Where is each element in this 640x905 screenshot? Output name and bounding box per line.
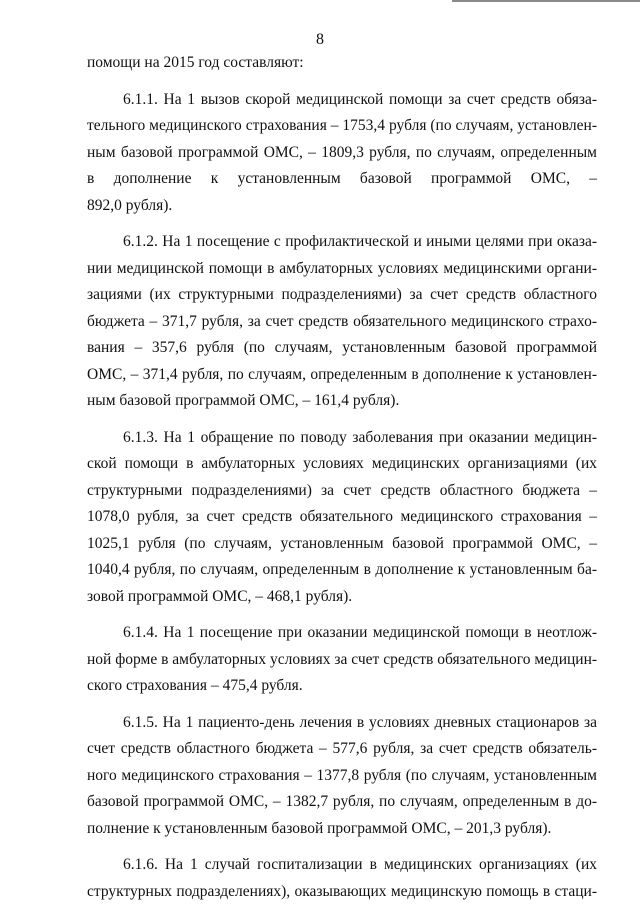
text-line: 1078,0 рубля, за счет средств обязательного медицинского страхования –	[87, 508, 597, 525]
text-line: 6.1.2. На 1 посещение с профилактической и иными целями при оказа-	[123, 233, 597, 250]
text-line: счет средств областного бюджета – 577,6 рубля, за счет средств обязатель-	[87, 740, 597, 757]
text-line: 6.1.6. На 1 случай госпитализации в медицинских организациях (их	[123, 856, 597, 873]
text-line: вания – 357,6 рубля (по случаям, установленным базовой программой	[87, 339, 597, 356]
text-line: ного медицинского страхования – 1377,8 рубля (по случаям, установленным	[87, 766, 597, 784]
text-line: зациями (их структурными подразделениями) за счет средств областного	[87, 286, 597, 303]
text-line: помощи на 2015 год составляют:	[87, 54, 304, 71]
text-line: бюджета – 371,7 рубля, за счет средств обязательного медицинского страхо-	[87, 312, 597, 330]
text-line: тельного медицинского страхования – 1753,4 рубля (по случаям, установлен-	[87, 117, 597, 134]
text-line: структурных подразделениях), оказывающих медицинскую помощь в стаци-	[87, 882, 597, 900]
text-line: ным базовой программой ОМС, – 161,4 рубля).	[87, 392, 400, 409]
paragraph-intro	[87, 50, 597, 77]
text-line: 6.1.1. На 1 вызов скорой медицинской помощи за счет средств обяза-	[123, 90, 597, 108]
text-line: ской помощи в амбулаторных условиях медицинских организациями (их	[87, 455, 597, 472]
text-line: ной форме в амбулаторных условиях за счет средств обязательного медицин-	[87, 650, 598, 668]
text-line: структурными подразделениями) за счет средств областного бюджета –	[87, 481, 597, 499]
top-rule	[452, 0, 640, 2]
page-number: 8	[316, 31, 324, 48]
text-line: 6.1.4. На 1 посещение при оказании медицинской помощи в неотлож-	[123, 624, 597, 641]
text-line: 6.1.5. На 1 пациенто-день лечения в условиях дневных стационаров за	[123, 713, 597, 731]
text-line: зовой программой ОМС, – 468,1 рубля).	[87, 587, 353, 605]
text-line: 892,0 рубля).	[87, 196, 173, 214]
text-line: полнение к установленным базовой программой ОМС, – 201,3 рубля).	[87, 819, 552, 837]
text-line: ным базовой программой ОМС, – 1809,3 рубля, по случаям, определенным	[87, 143, 597, 161]
text-line: ОМС, – 371,4 рубля, по случаям, определенным в дополнение к установлен-	[87, 365, 597, 383]
paragraph-6-1-4	[87, 620, 597, 700]
paragraph-6-1-6	[87, 852, 597, 905]
text-line: базовой программой ОМС, – 1382,7 рубля, по случаям, определенным в до-	[87, 793, 597, 810]
paragraph-6-1-2	[87, 229, 597, 415]
text-line: 1040,4 рубля, по случаям, определенным в дополнение к установленным ба-	[87, 561, 597, 578]
document-body	[87, 50, 597, 905]
text-line: 1025,1 рубля (по случаям, установленным базовой программой ОМС, –	[87, 534, 597, 552]
paragraph-6-1-3	[87, 425, 597, 611]
paragraph-6-1-1	[87, 87, 597, 220]
text-line: 6.1.3. На 1 обращение по поводу заболевания при оказании медицин-	[123, 428, 597, 446]
text-line: ского страхования – 475,4 рубля.	[87, 677, 303, 694]
paragraph-6-1-5	[87, 710, 597, 843]
text-line: в дополнение к установленным базовой программой ОМС, –	[87, 170, 597, 187]
text-line: нии медицинской помощи в амбулаторных условиях медицинскими органи-	[87, 259, 597, 277]
